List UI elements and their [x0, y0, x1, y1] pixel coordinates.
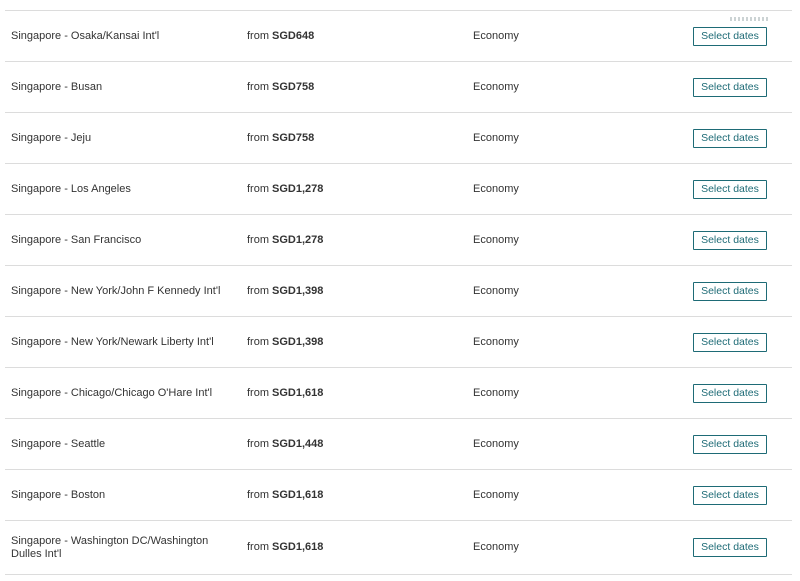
route-name: Singapore - New York/John F Kennedy Int'l	[11, 284, 221, 297]
price-amount: SGD758	[272, 80, 315, 93]
select-dates-button[interactable]: Select dates	[693, 435, 767, 454]
route-name: Singapore - Busan	[11, 80, 103, 93]
table-row	[5, 214, 792, 265]
action-cell	[693, 368, 773, 418]
select-dates-button[interactable]: Select dates	[693, 78, 767, 97]
price-amount: SGD758	[272, 131, 315, 144]
price	[247, 317, 447, 367]
from-label: from	[247, 131, 269, 144]
from-label: from	[247, 29, 269, 42]
cabin-class: Economy	[473, 80, 519, 93]
from-label: from	[247, 80, 269, 93]
action-cell	[693, 62, 773, 112]
action-cell	[693, 215, 773, 265]
route-name: Singapore - Osaka/Kansai Int'l	[11, 29, 160, 42]
cabin-class: Economy	[473, 284, 519, 297]
price	[247, 62, 447, 112]
route-name: Singapore - Washington DC/Washington Dulles Int'l	[11, 534, 209, 560]
fares-table	[5, 10, 792, 575]
table-row	[5, 367, 792, 418]
price	[247, 215, 447, 265]
table-row	[5, 469, 792, 520]
table-row	[5, 316, 792, 367]
table-row	[5, 10, 792, 61]
cabin-class: Economy	[473, 386, 519, 399]
from-label: from	[247, 335, 269, 348]
price-amount: SGD648	[272, 29, 315, 42]
action-cell	[693, 470, 773, 520]
route-name: Singapore - Chicago/Chicago O'Hare Int'l	[11, 386, 213, 399]
action-cell	[693, 419, 773, 469]
select-dates-button[interactable]: Select dates	[693, 538, 767, 557]
price-amount: SGD1,278	[272, 182, 324, 195]
from-label: from	[247, 437, 269, 450]
price	[247, 266, 447, 316]
action-cell	[693, 266, 773, 316]
from-label: from	[247, 488, 269, 501]
price-amount: SGD1,398	[272, 284, 324, 297]
cabin-class: Economy	[473, 131, 519, 144]
select-dates-button[interactable]: Select dates	[693, 333, 767, 352]
table-row	[5, 112, 792, 163]
table-row	[5, 418, 792, 469]
table-row	[5, 61, 792, 112]
price	[247, 113, 447, 163]
action-cell	[693, 11, 773, 61]
select-dates-button[interactable]: Select dates	[693, 27, 767, 46]
route-name: Singapore - Boston	[11, 488, 106, 501]
price-amount: SGD1,618	[272, 386, 324, 399]
route-name: Singapore - San Francisco	[11, 233, 142, 246]
price-amount: SGD1,398	[272, 335, 324, 348]
price-amount: SGD1,448	[272, 437, 324, 450]
table-row	[5, 520, 792, 575]
price	[247, 521, 447, 574]
table-row	[5, 265, 792, 316]
from-label: from	[247, 284, 269, 297]
cabin-class: Economy	[473, 233, 519, 246]
action-cell	[693, 164, 773, 214]
price	[247, 470, 447, 520]
route-name: Singapore - Seattle	[11, 437, 106, 450]
price	[247, 164, 447, 214]
price-amount: SGD1,618	[272, 488, 324, 501]
price	[247, 419, 447, 469]
select-dates-button[interactable]: Select dates	[693, 384, 767, 403]
cabin-class: Economy	[473, 437, 519, 450]
select-dates-button[interactable]: Select dates	[693, 486, 767, 505]
from-label: from	[247, 182, 269, 195]
select-dates-button[interactable]: Select dates	[693, 129, 767, 148]
cabin-class: Economy	[473, 488, 519, 501]
price	[247, 368, 447, 418]
table-row	[5, 163, 792, 214]
action-cell	[693, 317, 773, 367]
cabin-class: Economy	[473, 541, 519, 553]
select-dates-button[interactable]: Select dates	[693, 231, 767, 250]
action-cell	[693, 521, 773, 574]
from-label: from	[247, 386, 269, 399]
cabin-class: Economy	[473, 335, 519, 348]
select-dates-button[interactable]: Select dates	[693, 180, 767, 199]
from-label: from	[247, 233, 269, 246]
route-name: Singapore - Los Angeles	[11, 182, 131, 195]
price-amount: SGD1,278	[272, 233, 324, 246]
route-name: Singapore - New York/Newark Liberty Int'l	[11, 335, 214, 348]
cabin-class: Economy	[473, 182, 519, 195]
route-name: Singapore - Jeju	[11, 131, 92, 144]
price	[247, 11, 447, 61]
cabin-class: Economy	[473, 29, 519, 42]
select-dates-button[interactable]: Select dates	[693, 282, 767, 301]
from-label: from	[247, 541, 269, 553]
price-amount: SGD1,618	[272, 541, 324, 553]
action-cell	[693, 113, 773, 163]
